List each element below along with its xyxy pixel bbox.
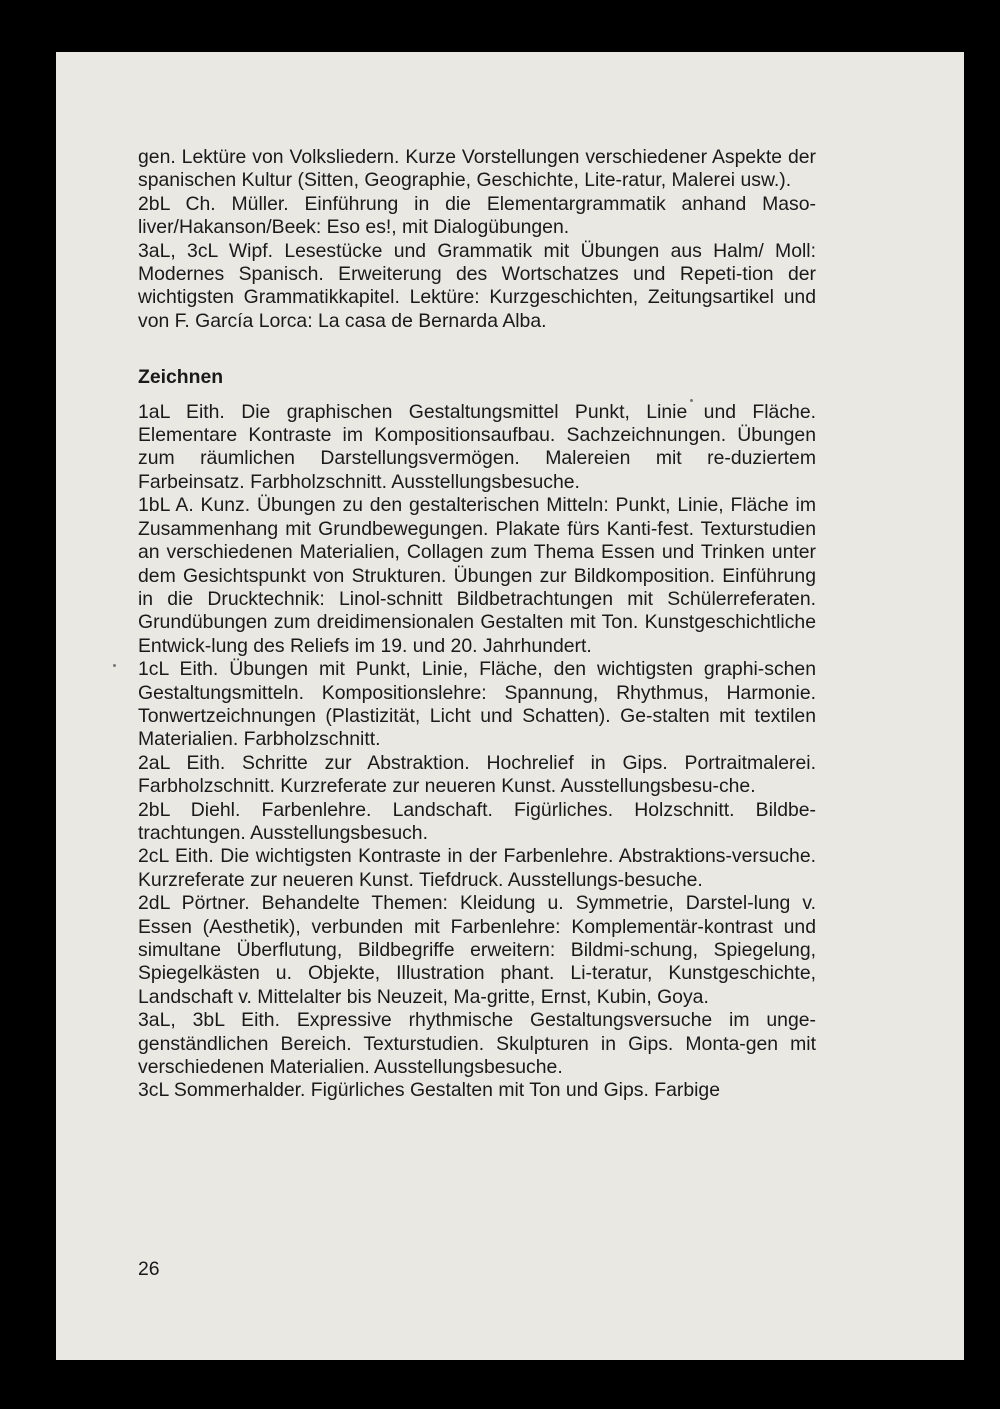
- section-heading: Zeichnen: [138, 366, 224, 389]
- intro-paragraph: 2bL Ch. Müller. Einführung in die Elementargrammatik anhand Maso-liver/Hakanson/Beek: Eso es!, mit Dialogübungen.: [138, 192, 816, 239]
- course-paragraph: 2cL Eith. Die wichtigsten Kontraste in der Farbenlehre. Abstraktions-versuche. Kurzreferate zur neueren Kunst. Tiefdruck. Ausstellungs-besuche.: [138, 845, 816, 891]
- course-paragraph: 1bL A. Kunz. Übungen zu den gestalterischen Mitteln: Punkt, Linie, Fläche im Zusammenhang mit Grundbewegungen. Plakate fürs Kanti-fest. Texturstudien an verschiedenen Materialien, Collagen zum Thema Essen und Trinken unter dem Gesichtspunkt von Strukturen. Übungen zur Bildkomposition. Einführung in die Drucktechnik: Linol-schnitt Bildbetrachtungen mit Schülerreferaten. Grundübungen zum dreidimensionalen Gestalten mit Ton. Kunstgeschichtliche Entwick-lung des Reliefs im 19. und 20. Jahrhundert.: [138, 494, 816, 657]
- course-paragraph: 1aL Eith. Die graphischen Gestaltungsmittel Punkt, Linie und Fläche. Elementare Kontraste im Kompositionsaufbau. Sachzeichnungen. Übungen zum räumlichen Darstellungsvermögen. Malereien mit re-duziertem Farbeinsatz. Farbholzschnitt. Ausstellungsbesuche.: [138, 400, 816, 493]
- course-paragraph: 2bL Diehl. Farbenlehre. Landschaft. Figürliches. Holzschnitt. Bildbe-trachtungen. Ausstellungsbesuch.: [138, 798, 816, 844]
- page-content: [138, 146, 816, 1103]
- intro-paragraph: 3aL, 3cL Wipf. Lesestücke und Grammatik mit Übungen aus Halm/ Moll: Modernes Spanisch. Erweiterung des Wortschatzes und Repeti-tion der wichtigsten Grammatikkapitel. Lektüre: Kurzgeschichten, Zeitungsartikel und von F. García Lorca: La casa de Bernarda Alba.: [138, 239, 816, 332]
- course-paragraph: 2aL Eith. Schritte zur Abstraktion. Hochrelief in Gips. Portraitmalerei. Farbholzschnitt. Kurzreferate zur neueren Kunst. Ausstellungsbesu-che.: [138, 751, 816, 798]
- dust-speck: [113, 664, 116, 667]
- course-paragraph: 2dL Pörtner. Behandelte Themen: Kleidung u. Symmetrie, Darstel-lung v. Essen (Aesthetik), verbunden mit Farbenlehre: Komplementär-kontrast und simultane Überflutung, Bildbegriffe erweitern: Bildmi-schung, Spiegelung, Spiegelkästen u. Objekte, Illustration phant. Li-teratur, Kunstgeschichte, Landschaft v. Mittelalter bis Neuzeit, Ma-gritte, Ernst, Kubin, Goya.: [138, 892, 816, 1008]
- course-paragraph: 3cL Sommerhalder. Figürliches Gestalten mit Ton und Gips. Farbige: [138, 1079, 720, 1102]
- course-paragraph: 3aL, 3bL Eith. Expressive rhythmische Gestaltungsversuche im unge-genständlichen Bereich. Texturstudien. Skulpturen in Gips. Monta-gen mit verschiedenen Materialien. Ausstellungsbesuche.: [138, 1009, 816, 1079]
- course-paragraph: 1cL Eith. Übungen mit Punkt, Linie, Fläche, den wichtigsten graphi-schen Gestaltungsmitteln. Kompositionslehre: Spannung, Rhythmus, Harmonie. Tonwertzeichnungen (Plastizität, Licht und Schatten). Ge-stalten mit textilen Materialien. Farbholzschnitt.: [138, 658, 816, 751]
- intro-paragraph: gen. Lektüre von Volksliedern. Kurze Vorstellungen verschiedener Aspekte der spanischen Kultur (Sitten, Geographie, Geschichte, Lite-ratur, Malerei usw.).: [138, 146, 816, 192]
- page-number: 26: [138, 1258, 160, 1280]
- scanned-page: [56, 52, 964, 1360]
